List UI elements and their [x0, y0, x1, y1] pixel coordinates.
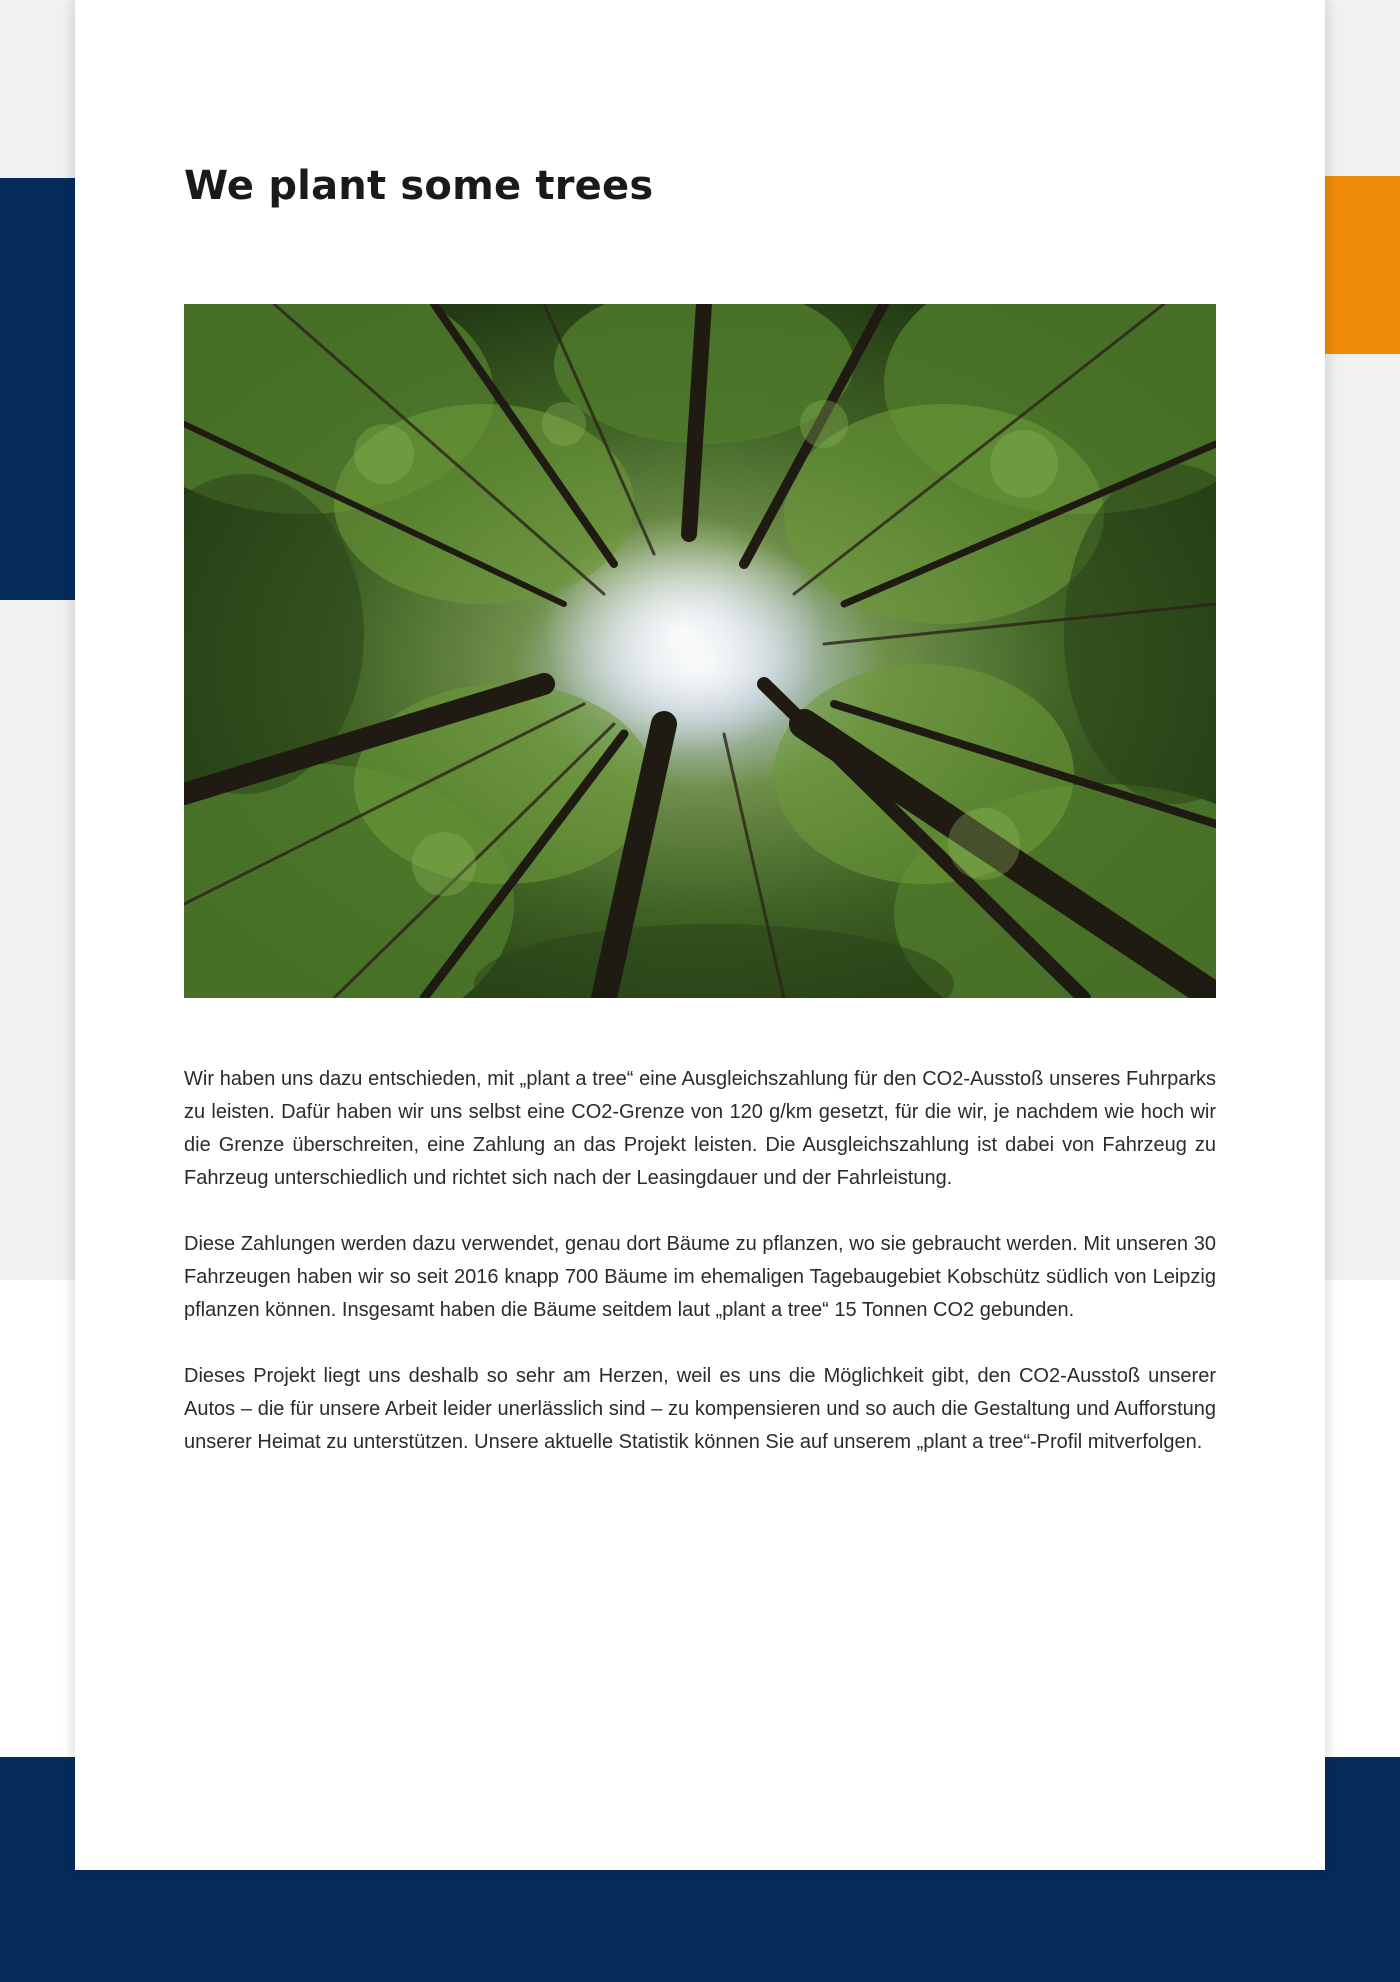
paragraph-1: Wir haben uns dazu entschieden, mit „plant a tree“ eine Ausgleichszahlung für den CO2-Ausstoß unseres Fuhrparks zu leisten. Dafür haben wir uns selbst eine CO2-Grenze von 120 g/km gesetzt, für die wir, je nachdem wie hoch wir die Grenze überschreiten, eine Zahlung an das Projekt leisten. Die Ausgleichszahlung ist dabei von Fahrzeug zu Fahrzeug unterschiedlich und richtet sich nach der Leasingdauer und der Fahrleistung.: [184, 1068, 1216, 1189]
document-page: [75, 0, 1325, 1870]
paragraph-2: Diese Zahlungen werden dazu verwendet, genau dort Bäume zu pflanzen, wo sie gebraucht werden. Mit unseren 30 Fahrzeugen haben wir so seit 2016 knapp 700 Bäume im ehemaligen Tagebaugebiet Kobschütz südlich von Leipzig pflanzen können. Insgesamt haben die Bäume seitdem laut „plant a tree“ 15 Tonnen CO2 gebunden.: [184, 1233, 1216, 1321]
forest-canopy-image: [184, 304, 1216, 998]
page-title: We plant some trees: [184, 163, 654, 209]
paragraph-3: Dieses Projekt liegt uns deshalb so sehr am Herzen, weil es uns die Möglichkeit gibt, den CO2-Ausstoß unserer Autos – die für unsere Arbeit leider unerlässlich sind – zu kompensieren und so auch die Gestaltung und Aufforstung unserer Heimat zu unterstützen. Unsere aktuelle Statistik können Sie auf unserem „plant a tree“-Profil mitverfolgen.: [184, 1365, 1216, 1453]
forest-canopy-photo: [184, 304, 1216, 998]
body-text: [184, 1063, 1216, 1492]
